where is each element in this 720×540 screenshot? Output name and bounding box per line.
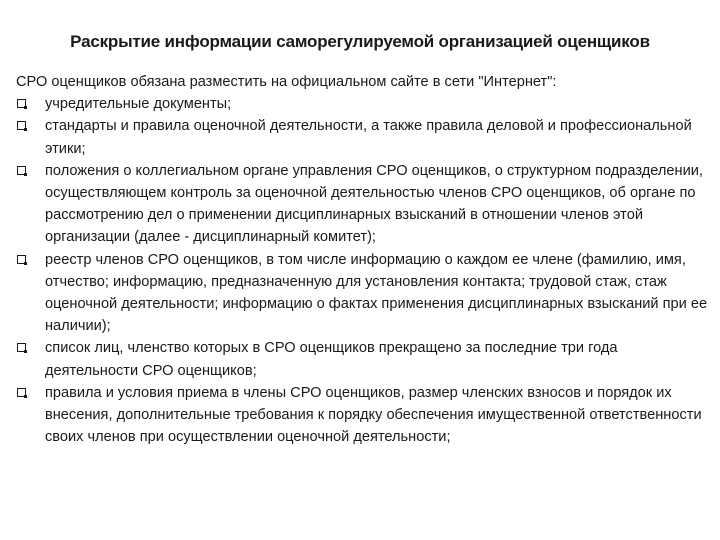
checkbox-square-icon: [17, 255, 26, 264]
checkbox-square-icon: [17, 343, 26, 352]
checkbox-square-icon: [17, 388, 26, 397]
list-item: [16, 249, 710, 338]
list-item: [16, 382, 710, 449]
list-item-text: реестр членов СРО оценщиков, в том числе информацию о каждом ее члене (фамилию, имя, отчество; информацию, предназначенную для установления контакта; трудовой стаж, стаж оценочной деятельности; информацию о фактах применения дисциплинарных взысканий при ее наличии);: [45, 251, 708, 335]
list-item-text: положения о коллегиальном органе управления СРО оценщиков, о структурном подразделении, осуществляющем контроль за оценочной деятельностью членов СРО оценщиков, об органе по рассмотрению дел о применении дисциплинарных взысканий в отношении членов этой организации (далее - дисциплинарный комитет);: [45, 162, 703, 246]
intro-text: СРО оценщиков обязана разместить на официальном сайте в сети "Интернет":: [16, 74, 557, 90]
checkbox-square-icon: [17, 121, 26, 130]
list-item-text: учредительные документы;: [45, 96, 232, 113]
list-item-text: стандарты и правила оценочной деятельности, а также правила деловой и профессиональной этики;: [45, 118, 692, 157]
list-item: [16, 337, 710, 381]
checkbox-square-icon: [17, 99, 26, 108]
list-item-text: правила и условия приема в члены СРО оценщиков, размер членских взносов и порядок их внесения, дополнительные требования к порядку обеспечения имущественной ответственности своих членов при осуществлении оценочной деятельности;: [45, 384, 702, 446]
list-item-text: список лиц, членство которых в СРО оценщиков прекращено за последние три года деятельности СРО оценщиков;: [45, 340, 618, 379]
list-item: [16, 160, 710, 249]
list-item: [16, 115, 710, 159]
content-body: [16, 71, 710, 448]
bullet-list: [16, 93, 710, 448]
list-item: [16, 93, 710, 115]
checkbox-square-icon: [17, 166, 26, 175]
page-title: Раскрытие информации саморегулируемой организацией оценщиков: [70, 32, 650, 51]
